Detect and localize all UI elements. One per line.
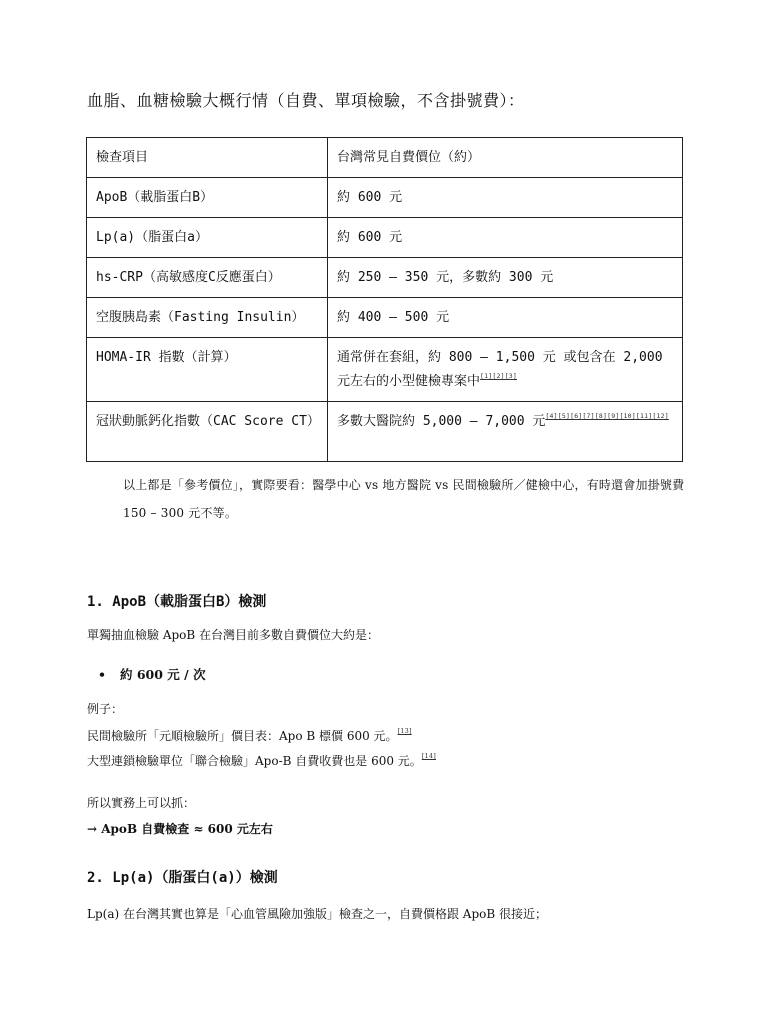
price-note: 以上都是「參考價位」，實際要看：醫學中心 vs 地方醫院 vs 民間檢驗所／健檢中心，有時還會加掛號費 150 – 300 元不等。 [123, 478, 685, 520]
cell-price: 約 600 元 [328, 178, 683, 218]
table-row [87, 298, 683, 338]
section1-bullet [98, 665, 206, 683]
table-row [87, 178, 683, 218]
citation-link[interactable]: [13] [397, 727, 412, 735]
cell-price [328, 338, 683, 402]
price-table [86, 137, 683, 462]
example-line-1 [87, 727, 412, 744]
page-title: 血脂、血糖檢驗大概行情（自費、單項檢驗，不含掛號費）： [87, 91, 525, 110]
bullet-text: 約 600 元 / 次 [120, 667, 206, 682]
cell-item: 冠狀動脈鈣化指數（CAC Score CT） [87, 402, 328, 462]
citation-link[interactable]: [1][2][3] [480, 372, 518, 380]
citation-link[interactable]: [14] [421, 752, 436, 760]
header-cell-price: 台灣常見自費價位（約） [328, 138, 683, 178]
cell-item: ApoB（載脂蛋白B） [87, 178, 328, 218]
table-row [87, 402, 683, 462]
cell-price: 約 400 – 500 元 [328, 298, 683, 338]
cell-item: Lp(a)（脂蛋白a） [87, 218, 328, 258]
conclusion-label: 所以實務上可以抓： [87, 796, 196, 810]
bullet-dot-icon: • [98, 667, 106, 682]
table-header-row [87, 138, 683, 178]
cell-price: 約 600 元 [328, 218, 683, 258]
section1-intro: 單獨抽血檢驗 ApoB 在台灣目前多數自費價位大約是： [87, 628, 380, 642]
example-text: 民間檢驗所「元順檢驗所」價目表：Apo B 標價 600 元。 [87, 729, 398, 743]
header-cell-item: 檢查項目 [87, 138, 328, 178]
section2-intro: Lp(a) 在台灣其實也算是「心血管風險加強版」檢查之一，自費價格跟 ApoB 很接近； [87, 907, 548, 921]
cell-price-text: 多數大醫院約 5,000 – 7,000 元 [337, 414, 546, 429]
cell-price: 約 250 – 350 元，多數約 300 元 [328, 258, 683, 298]
conclusion-text: → ApoB 自費檢查 ≈ 600 元左右 [87, 822, 273, 836]
cell-item: HOMA-IR 指數（計算） [87, 338, 328, 402]
table-row [87, 218, 683, 258]
example-line-2 [87, 752, 436, 769]
citation-link[interactable]: [4][5][6][7][8][9][10][11][12] [545, 412, 669, 420]
cell-price [328, 402, 683, 462]
example-label: 例子： [87, 702, 124, 716]
cell-price-text: 通常併在套組，約 800 – 1,500 元 或包含在 2,000 元左右的小型健檢專案中 [337, 350, 663, 389]
section1-heading: 1. ApoB（載脂蛋白B）檢測 [87, 594, 267, 610]
table-row [87, 258, 683, 298]
cell-item: hs-CRP（高敏感度C反應蛋白） [87, 258, 328, 298]
example-text: 大型連鎖檢驗單位「聯合檢驗」Apo-B 自費收費也是 600 元。 [87, 754, 422, 768]
cell-item: 空腹胰島素（Fasting Insulin） [87, 298, 328, 338]
table-row [87, 338, 683, 402]
section2-heading: 2. Lp(a)（脂蛋白(a)）檢測 [87, 870, 278, 886]
